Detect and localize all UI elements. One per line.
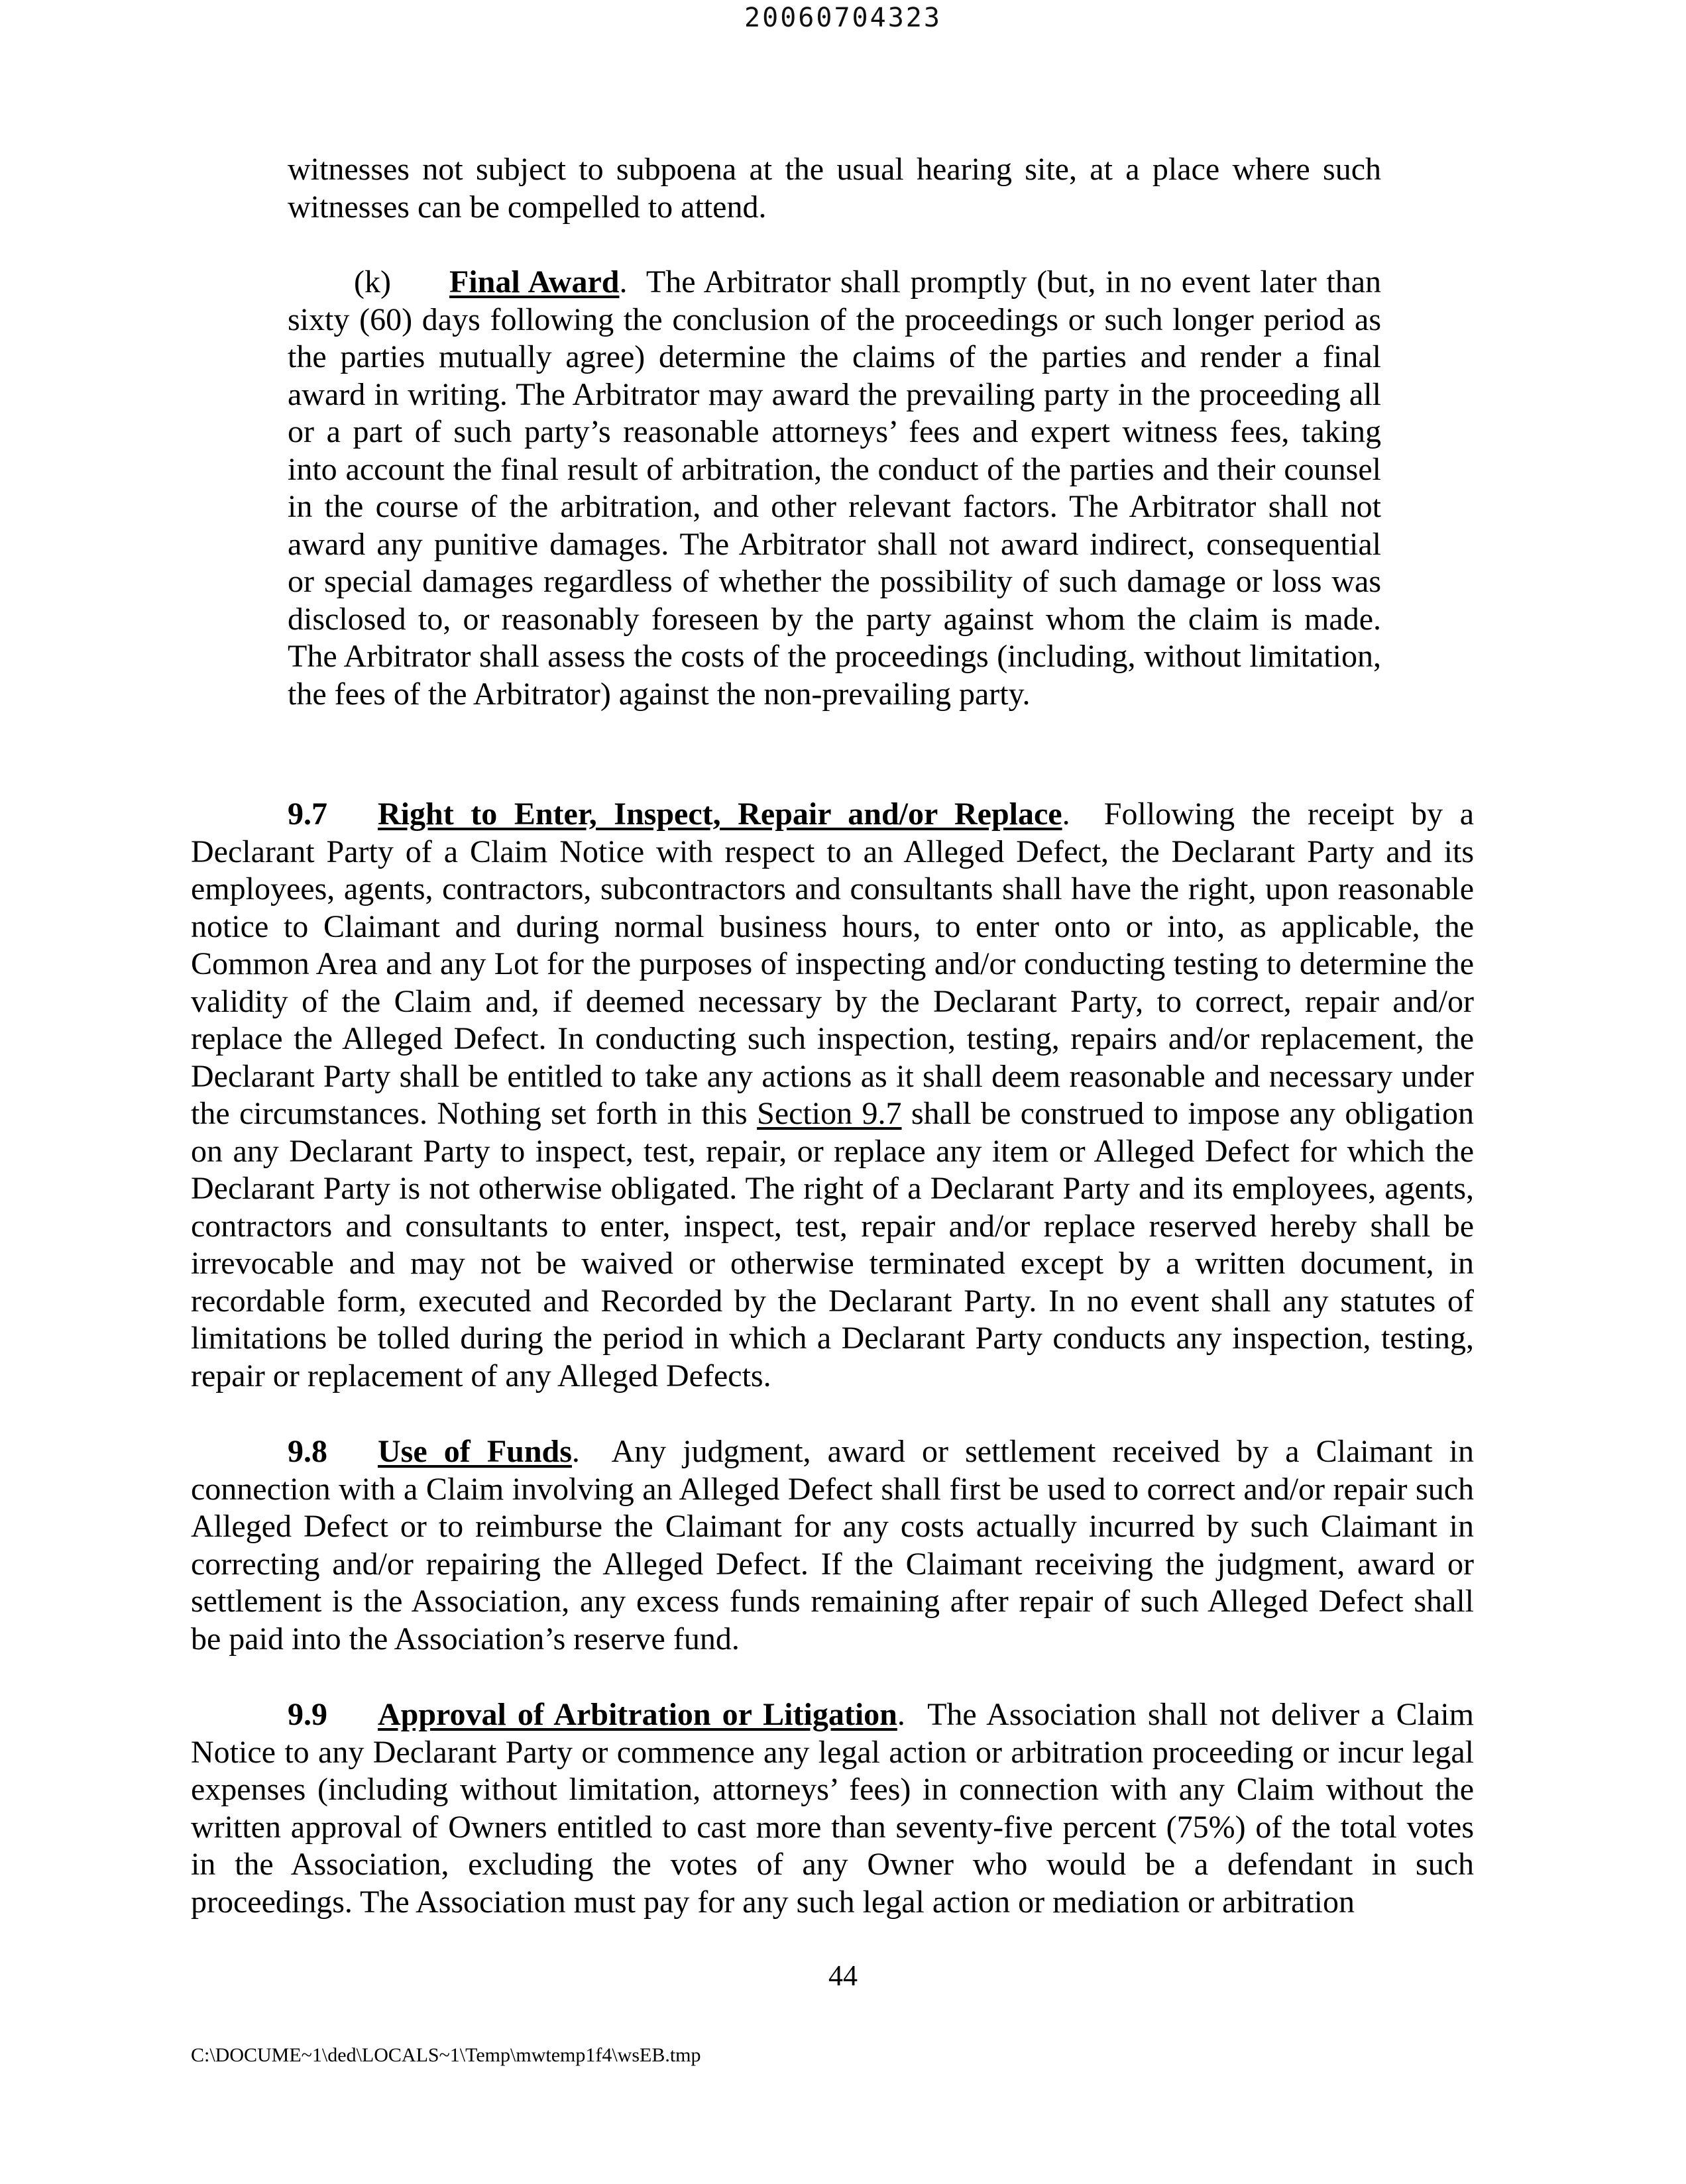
- section-9-9: 9.9 Approval of Arbitration or Litigation. The Association shall not deliver a Claim Notice to any Declarant Party or commence any legal action or arbitration proceeding or incur legal expenses (including without limitation, attorneys’ fees) in connection with any Claim without the written approval of Owners entitled to cast more than seventy-five percent (75%) of the total votes in the Association, excluding the votes of any Owner who would be a defendant in such proceedings. The Association must pay for any such legal action or mediation or arbitration: [191, 1697, 1474, 1920]
- paragraph-k-heading: Final Award: [449, 264, 620, 300]
- section-9-7-cross-reference: Section 9.7: [757, 1096, 902, 1131]
- section-9-8: 9.8 Use of Funds. Any judgment, award or settlement received by a Claimant in connection with a Claim involving an Alleged Defect shall first be used to correct and/or repair such Alleged Defect or to reimburse the Claimant for any costs actually incurred by such Claimant in correcting and/or repairing the Alleged Defect. If the Claimant receiving the judgment, award or settlement is the Association, any excess funds remaining after repair of such Alleged Defect shall be paid into the Association’s reserve fund.: [191, 1434, 1475, 1657]
- section-9-7: 9.7 Right to Enter, Inspect, Repair and/or Replace. Following the receipt by a Declarant Party of a Claim Notice with respect to an Alleged Defect, the Declarant Party and its employees, agents, contractors, subcontractors and consultants shall have the right, upon reasonable notice to Claimant and during normal business hours, to enter onto or into, as applicable, the Common Area and any Lot for the purposes of inspecting and/or conducting testing to determine the validity of the Claim and, if deemed necessary by the Declarant Party, to correct, repair and/or replace the Alleged Defect. In conducting such inspection, testing, repairs and/or replacement, the Declarant Party shall be entitled to take any actions as it shall deem reasonable and necessary under the circumstances. Nothing set forth in this Section 9.7 shall be construed to impose any obligation on any Declarant Party to inspect, test, repair, or replace any item or Alleged Defect for which the Declarant Party is not otherwise obligated. The right of a Declarant Party and its employees, agents, contractors and consultants to enter, inspect, test, repair and/or replace reserved hereby shall be irrevocable and may not be waived or otherwise terminated except by a written document, in recordable form, executed and Recorded by the Declarant Party. In no event shall any statutes of limitations be tolled during the period in which a Declarant Party conducts any inspection, testing, repair or replacement of any Alleged Defects.: [191, 796, 1474, 1393]
- section-9-7-number: 9.7: [288, 796, 327, 832]
- section-9-8-heading: Use of Funds: [378, 1434, 572, 1469]
- section-9-7-text-before: Following the receipt by a Declarant Party of a Claim Notice with respect to an Alleged Defect, the Declarant Party and its employees, agents, contractors, subcontractors and consultants shall have the right, upon reasonable notice to Claimant and during normal business hours, to enter onto or into, as applicable, the Common Area and any Lot for the purposes of inspecting and/or conducting testing to determine the validity of the Claim and, if deemed necessary by the Declarant Party, to correct, repair and/or replace the Alleged Defect. In conducting such inspection, testing, repairs and/or replacement, the Declarant Party shall be entitled to take any actions as it shall deem reasonable and necessary under the circumstances. Nothing set forth in this: [191, 796, 1474, 1131]
- paragraph-k: (k) Final Award. The Arbitrator shall promptly (but, in no event later than sixty (60) days following the conclusion of the proceedings or such longer period as the parties mutually agree) determine the claims of the parties and render a final award in writing. The Arbitrator may award the prevailing party in the proceeding all or a part of such party’s reasonable attorneys’ fees and expert witness fees, taking into account the final result of arbitration, the conduct of the parties and their counsel in the course of the arbitration, and other relevant factors. The Arbitrator shall not award any punitive damages. The Arbitrator shall not award indirect, consequential or special damages regardless of whether the possibility of such damage or loss was disclosed to, or reasonably foreseen by the party against whom the claim is made. The Arbitrator shall assess the costs of the proceedings (including, without limitation, the fees of the Arbitrator) against the non-prevailing party.: [288, 264, 1381, 712]
- section-9-8-number: 9.8: [288, 1434, 327, 1469]
- section-9-7-heading: Right to Enter, Inspect, Repair and/or Replace: [378, 796, 1062, 832]
- section-9-7-text-after: shall be construed to impose any obligation on any Declarant Party to inspect, test, repair, or replace any item or Alleged Defect for which the Declarant Party is not otherwise obligated. The right of a Declarant Party and its employees, agents, contractors and consultants to enter, inspect, test, repair and/or replace reserved hereby shall be irrevocable and may not be waived or otherwise terminated except by a written document, in recordable form, executed and Recorded by the Declarant Party. In no event shall any statutes of limitations be tolled during the period in which a Declarant Party conducts any inspection, testing, repair or replacement of any Alleged Defects.: [191, 1096, 1474, 1393]
- footer-file-path: C:\DOCUME~1\ded\LOCALS~1\Temp\mwtemp1f4\wsEB.tmp: [191, 2044, 701, 2066]
- paragraph-k-text: The Arbitrator shall promptly (but, in no event later than sixty (60) days following the conclusion of the proceedings or such longer period as the parties mutually agree) determine the claims of the parties and render a final award in writing. The Arbitrator may award the prevailing party in the proceeding all or a part of such party’s reasonable attorneys’ fees and expert witness fees, taking into account the final result of arbitration, the conduct of the parties and their counsel in the course of the arbitration, and other relevant factors. The Arbitrator shall not award any punitive damages. The Arbitrator shall not award indirect, consequential or special damages regardless of whether the possibility of such damage or loss was disclosed to, or reasonably foreseen by the party against whom the claim is made. The Arbitrator shall assess the costs of the proceedings (including, without limitation, the fees of the Arbitrator) against the non-prevailing party.: [288, 264, 1381, 712]
- section-9-9-heading: Approval of Arbitration or Litigation: [378, 1697, 897, 1732]
- document-number: 20060704323: [744, 3, 942, 33]
- section-9-9-text: The Association shall not deliver a Claim Notice to any Declarant Party or commence any legal action or arbitration proceeding or incur legal expenses (including without limitation, attorneys’ fees) in connection with any Claim without the written approval of Owners entitled to cast more than seventy-five percent (75%) of the total votes in the Association, excluding the votes of any Owner who would be a defendant in such proceedings. The Association must pay for any such legal action or mediation or arbitration: [191, 1697, 1474, 1920]
- page-number: 44: [828, 1959, 858, 1992]
- section-9-8-text: Any judgment, award or settlement received by a Claimant in connection with a Claim involving an Alleged Defect shall first be used to correct and/or repair such Alleged Defect or to reimburse the Claimant for any costs actually incurred by such Claimant in correcting and/or repairing the Alleged Defect. If the Claimant receiving the judgment, award or settlement is the Association, any excess funds remaining after repair of such Alleged Defect shall be paid into the Association’s reserve fund.: [191, 1434, 1475, 1657]
- section-9-9-number: 9.9: [288, 1697, 327, 1732]
- paragraph-k-label: (k): [354, 264, 391, 300]
- continuation-paragraph: witnesses not subject to subpoena at the usual hearing site, at a place where such witnesses can be compelled to attend.: [288, 152, 1381, 225]
